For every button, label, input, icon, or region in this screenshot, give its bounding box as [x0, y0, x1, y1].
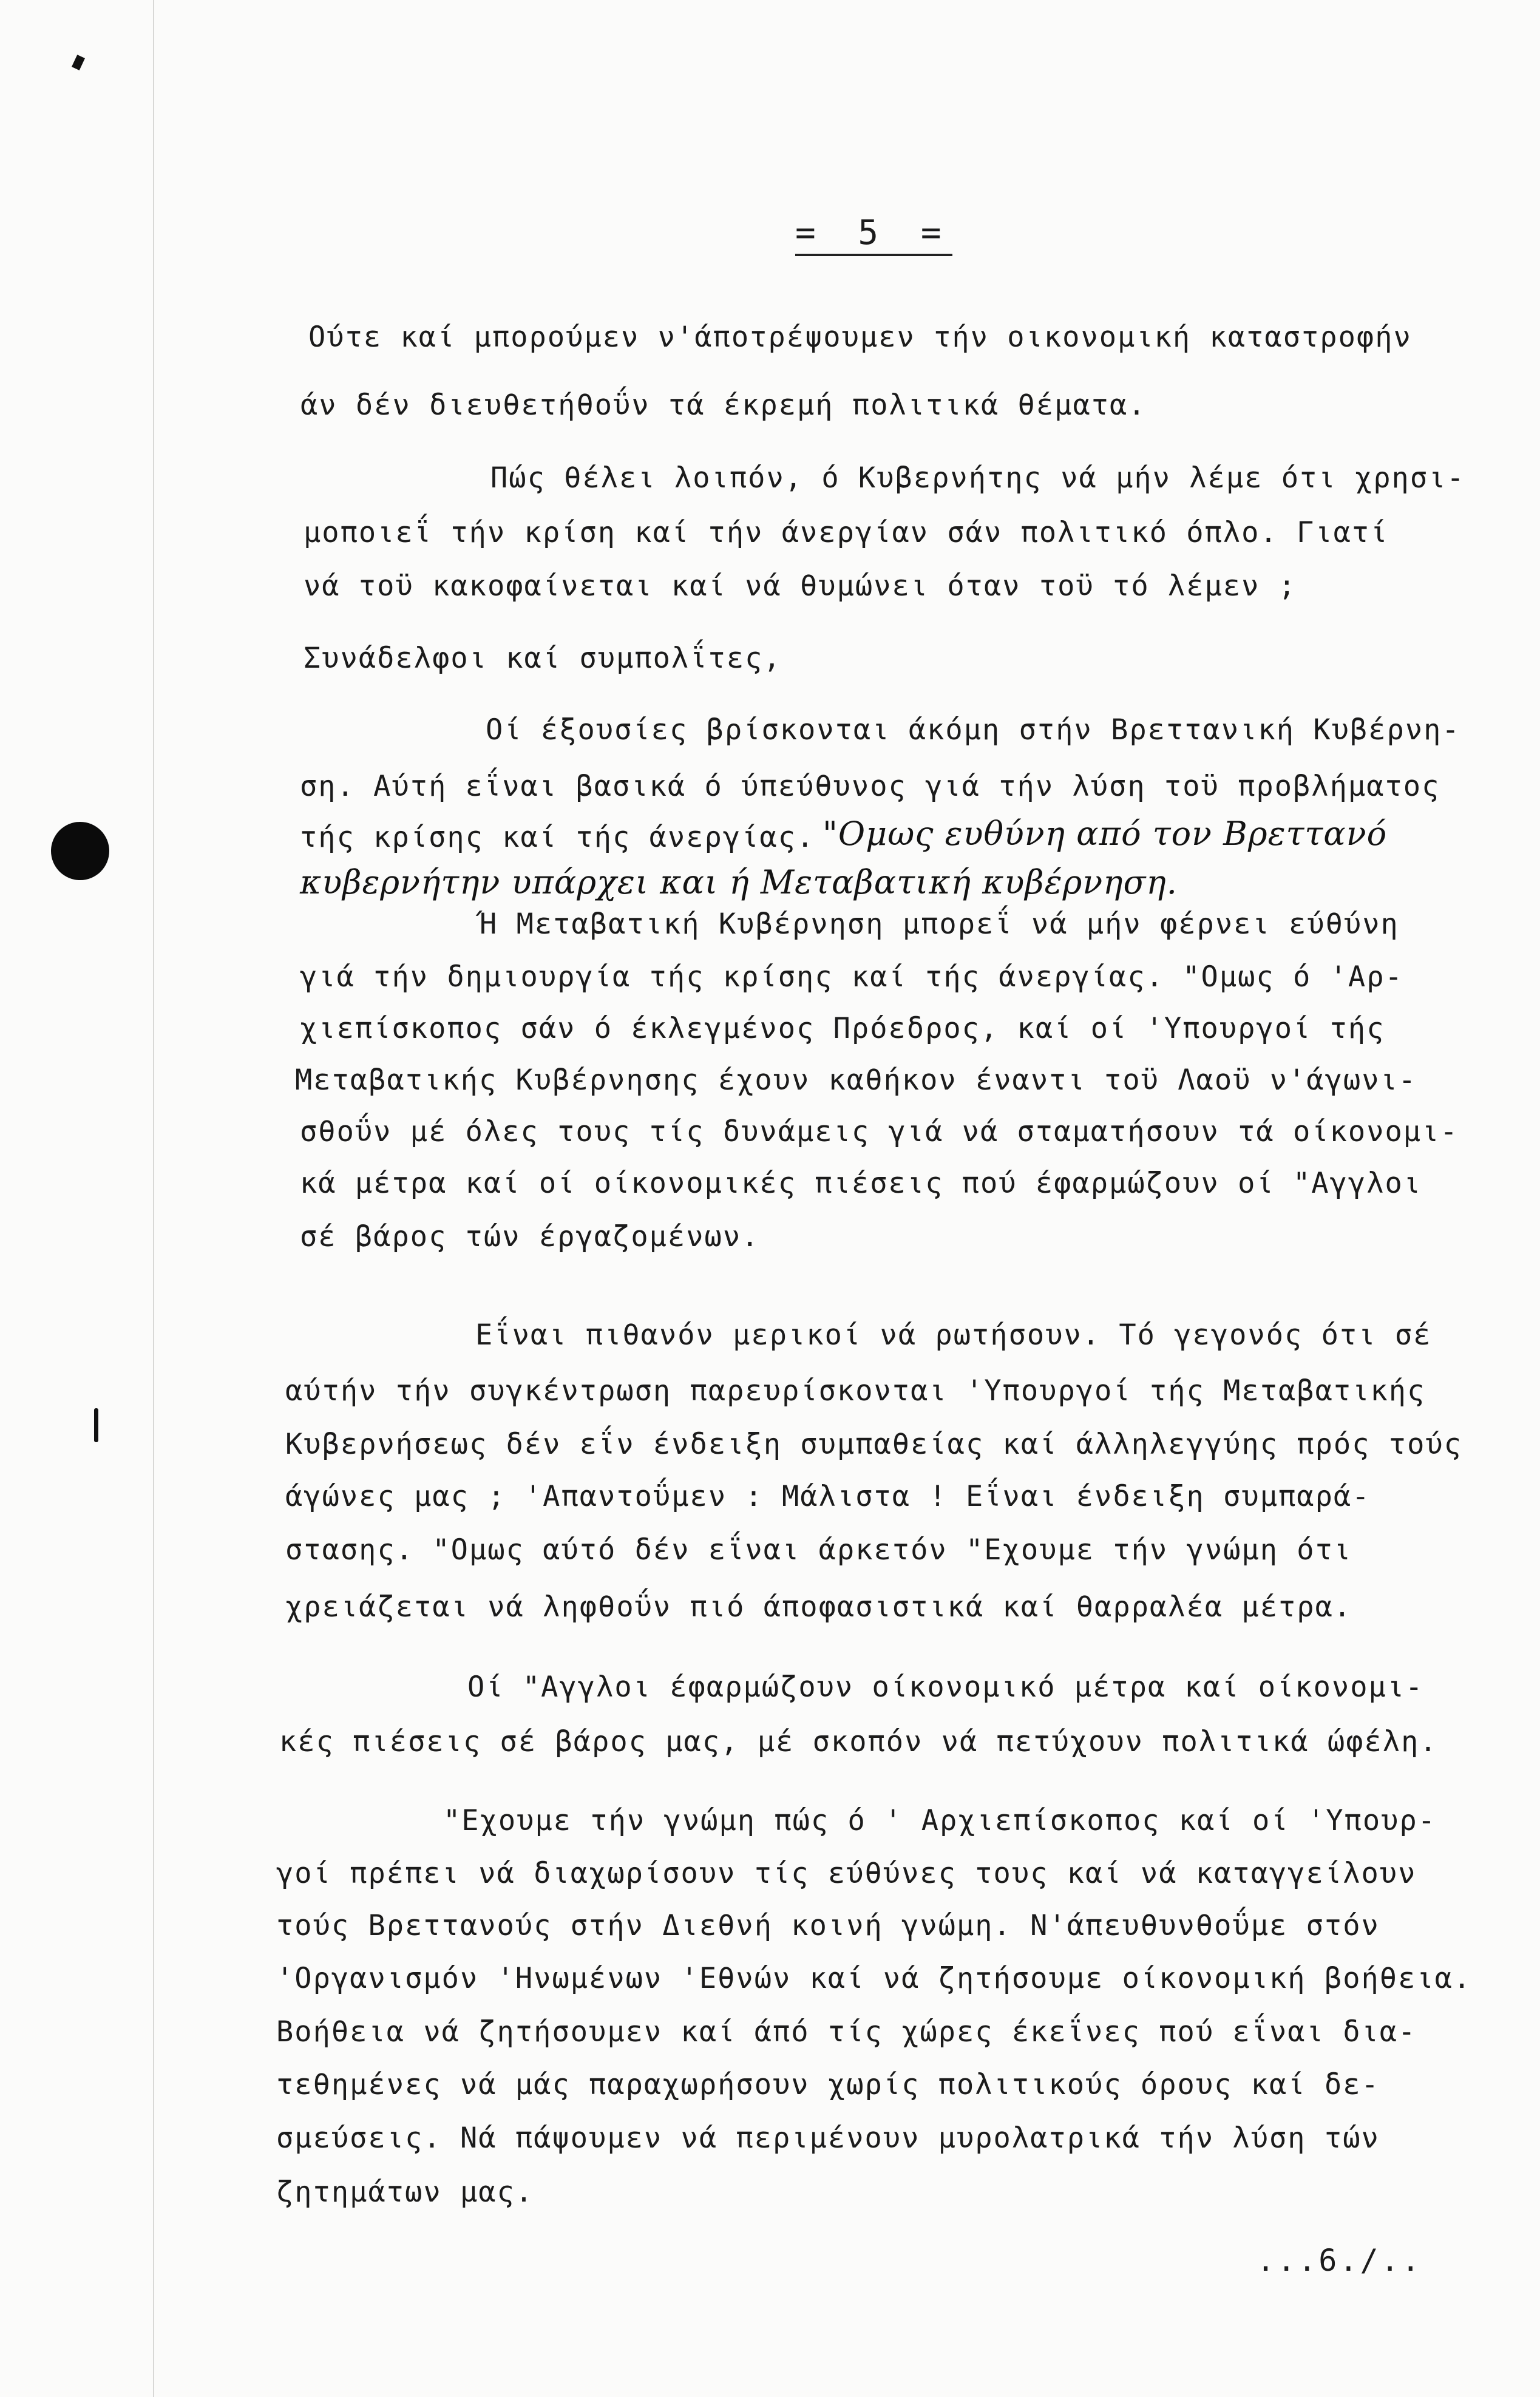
text-line: κές πιέσεις σέ βάρος μας, μέ σκοπόν νά πετύχουν πολιτικά ώφέλη.: [279, 1725, 1438, 1758]
page-number: = 5 =: [795, 214, 952, 256]
text-line: σμεύσεις. Νά πάψουμεν νά περιμένουν μυρολατρικά τήν λύση τών: [276, 2121, 1380, 2155]
text-line: στασης. "Ομως αύτό δέν εΐναι άρκετόν "Εχουμε τήν γνώμη ότι: [285, 1533, 1352, 1567]
text-line: γιά τήν δημιουργία τής κρίσης καί τής άνεργίας. "Ομως ό 'Αρ-: [300, 960, 1403, 994]
text-line: σθοΰν μέ όλες τους τίς δυνάμεις γιά νά σταματήσουν τά οίκονομι-: [300, 1115, 1459, 1148]
text-line: άν δέν διευθετήθοΰν τά έκρεμή πολιτικά θέματα.: [300, 388, 1147, 422]
text-line: τής κρίσης καί τής άνεργίας.: [300, 821, 815, 854]
text-line: ση. Αύτή εΐναι βασικά ό ύπεύθυνος γιά τήν λύση τοϋ προβλήματος: [300, 770, 1440, 803]
scan-speck: [72, 55, 85, 70]
text-line: Πώς θέλει λοιπόν, ό Κυβερνήτης νά μήν λέμε ότι χρησι-: [490, 461, 1465, 495]
text-line: ζητημάτων μας.: [276, 2175, 534, 2209]
handwritten-annotation: "Ομως ευθύνη από τον Βρεττανό: [823, 815, 1388, 853]
punch-hole: [51, 822, 109, 880]
text-line: χιεπίσκοπος σάν ό έκλεγμένος Πρόεδρος, καί οί 'Υπουργοί τής: [300, 1012, 1385, 1045]
text-line: μοποιεΐ τήν κρίση καί τήν άνεργίαν σάν πολιτικό όπλο. Γιατί: [304, 516, 1389, 549]
text-line: Κυβερνήσεως δέν εΐν ένδειξη συμπαθείας καί άλληλεγγύης πρός τούς: [285, 1428, 1462, 1461]
text-line: Μεταβατικής Κυβέρνησης έχουν καθήκον έναντι τοϋ Λαοϋ ν'άγωνι-: [295, 1063, 1417, 1097]
page-fold-line: [153, 0, 154, 2397]
text-line: Οί έξουσίες βρίσκονται άκόμη στήν Βρεττανική Κυβέρνη-: [486, 713, 1460, 747]
text-line: σέ βάρος τών έργαζομένων.: [300, 1220, 760, 1253]
text-line: 'Οργανισμόν 'Ηνωμένων 'Εθνών καί νά ζητήσουμε οίκονομική βοήθεια.: [276, 1962, 1472, 1995]
text-line: Βοήθεια νά ζητήσουμεν καί άπό τίς χώρες έκεΐνες πού εΐναι δια-: [276, 2015, 1417, 2049]
text-line: τούς Βρεττανούς στήν Διεθνή κοινή γνώμη. Ν'άπευθυνθοΰμε στόν: [276, 1909, 1380, 1942]
text-line: νά τοϋ κακοφαίνεται καί νά θυμώνει όταν τοϋ τό λέμεν ;: [304, 569, 1297, 603]
handwritten-annotation: κυβερνήτην υπάρχει και ή Μεταβατική κυβέρνηση.: [300, 863, 1178, 901]
continuation-marker: ...6./..: [1257, 2243, 1422, 2278]
text-line: Ή Μεταβατική Κυβέρνηση μπορεΐ νά μήν φέρνει εύθύνη: [480, 907, 1399, 941]
text-line: χρειάζεται νά ληφθοΰν πιό άποφασιστικά καί θαρραλέα μέτρα.: [285, 1590, 1352, 1624]
text-line: άγώνες μας ; 'Απαντοΰμεν : Μάλιστα ! Εΐναι ένδειξη συμπαρά-: [285, 1480, 1371, 1513]
text-line: αύτήν τήν συγκέντρωση παρευρίσκονται 'Υπουργοί τής Μεταβατικής: [285, 1374, 1426, 1408]
text-line: Οί "Αγγλοι έφαρμώζουν οίκονομικό μέτρα καί οίκονομι-: [467, 1670, 1424, 1704]
text-line: γοί πρέπει νά διαχωρίσουν τίς εύθύνες τους καί νά καταγγείλουν: [276, 1857, 1417, 1890]
text-line: Εΐναι πιθανόν μερικοί νά ρωτήσουν. Τό γεγονός ότι σέ: [475, 1318, 1432, 1352]
text-line: "Εχουμε τήν γνώμη πώς ό ' Αρχιεπίσκοπος καί οί 'Υπουρ-: [443, 1804, 1437, 1837]
text-line: κά μέτρα καί οί οίκονομικές πιέσεις πού έφαρμώζουν οί "Αγγλοι: [300, 1167, 1422, 1200]
text-line: Συνάδελφοι καί συμπολΐτες,: [304, 642, 782, 675]
scan-speck: [94, 1408, 98, 1442]
text-line: Ούτε καί μπορούμεν ν'άποτρέψουμεν τήν οικονομική καταστροφήν: [308, 320, 1412, 354]
text-line: τεθημένες νά μάς παραχωρήσουν χωρίς πολιτικούς όρους καί δε-: [276, 2068, 1380, 2101]
